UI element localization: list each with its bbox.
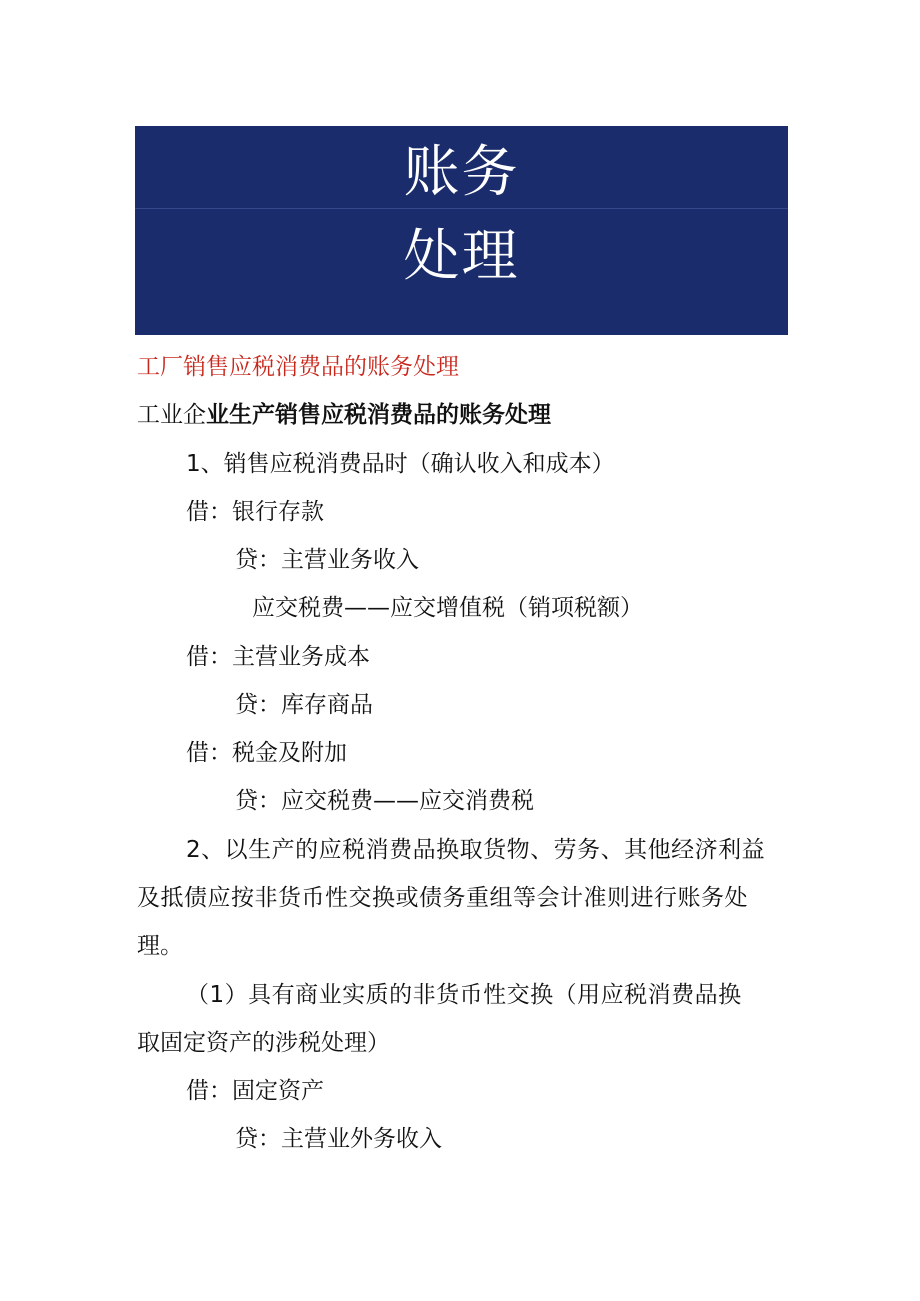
entry-debit: 借：税金及附加: [186, 740, 347, 766]
paragraph-line: 理。: [137, 933, 183, 959]
entry-credit: 贷：应交税费——应交消费税: [235, 788, 534, 814]
banner-divider: [135, 208, 788, 209]
entry-credit: 贷：主营业外务收入: [235, 1126, 442, 1152]
paragraph-line: （1）具有商业实质的非货币性交换（用应税消费品换: [186, 982, 742, 1008]
red-heading: 工厂销售应税消费品的账务处理: [137, 354, 459, 380]
banner-title-line-1: 账务: [403, 140, 520, 205]
paragraph-line: 取固定资产的涉税处理）: [137, 1030, 390, 1056]
section-heading: [137, 400, 551, 430]
entry-credit: 贷：主营业务收入: [235, 547, 419, 573]
paragraph-line: 2、以生产的应税消费品换取货物、劳务、其他经济利益: [186, 837, 766, 863]
entry-credit-sub: 应交税费——应交增值税（销项税额）: [252, 595, 643, 621]
paragraph-line: 1、销售应税消费品时（确认收入和成本）: [186, 451, 615, 477]
banner-title-line-2: 处理: [403, 224, 520, 289]
entry-debit: 借：银行存款: [186, 499, 324, 525]
paragraph-line: 及抵债应按非货币性交换或债务重组等会计准则进行账务处: [137, 885, 748, 911]
entry-debit: 借：主营业务成本: [186, 644, 370, 670]
entry-credit: 贷：库存商品: [235, 692, 373, 718]
section-heading-bold: 业生产销售应税消费品的账务处理: [206, 402, 551, 428]
entry-debit: 借：固定资产: [186, 1078, 324, 1104]
section-heading-normal: 工业企: [137, 402, 206, 428]
